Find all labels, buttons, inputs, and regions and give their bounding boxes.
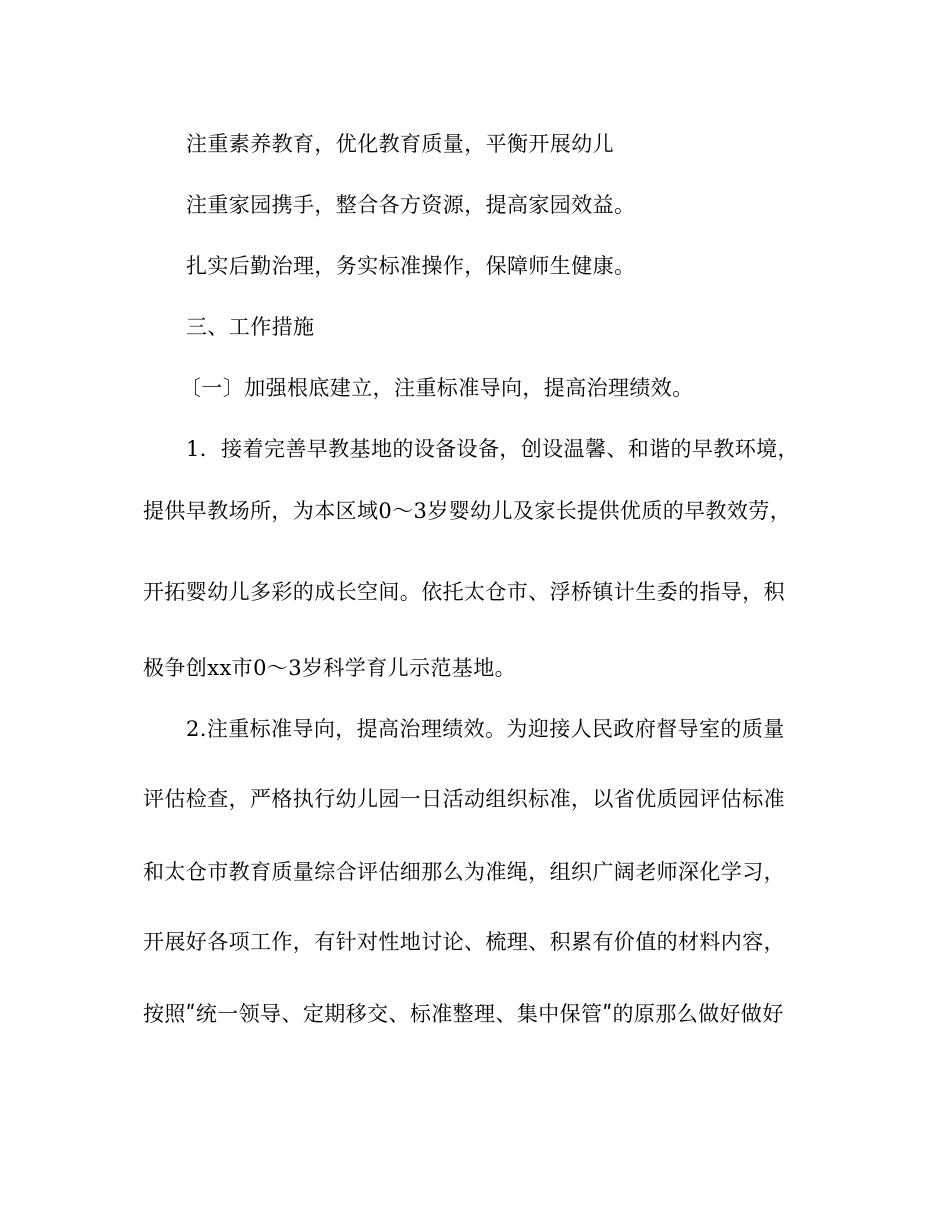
- section-heading: 三、工作措施: [186, 315, 315, 339]
- paragraph-line-8: 开拓婴幼儿多彩的成长空间。依托太仓市、浮桥镇计生委的指导，积: [143, 580, 785, 604]
- paragraph-line-3: 扎实后勤治理，务实标准操作，保障师生健康。: [186, 254, 636, 278]
- paragraph-line-14: 按照ʺ统一领导、定期移交、标准整理、集中保管ʺ的原那么做好做好: [143, 1002, 784, 1026]
- paragraph-line-9: 极争创xx市0～3岁科学育儿示范基地。: [143, 656, 517, 680]
- subsection-heading: 〔一〕加强根底建立，注重标准导向，提高治理绩效。: [180, 376, 694, 400]
- paragraph-line-2: 注重家园携手，整合各方资源，提高家园效益。: [186, 193, 636, 217]
- paragraph-line-1: 注重素养教育，优化教育质量，平衡开展幼儿: [186, 132, 614, 156]
- paragraph-line-7: 提供早教场所，为本区域0～3岁婴幼儿及家长提供优质的早教效劳，: [143, 499, 792, 523]
- paragraph-line-13: 开展好各项工作，有针对性地讨论、梳理、积累有价值的材料内容，: [143, 930, 785, 954]
- paragraph-line-10: 2.注重标准导向，提高治理绩效。为迎接人民政府督导室的质量: [186, 717, 785, 741]
- paragraph-line-6: 1．接着完善早教基地的设备设备，创设温馨、和谐的早教环境，: [186, 437, 799, 461]
- paragraph-line-12: 和太仓市教育质量综合评估细那么为准绳，组织广阔老师深化学习，: [143, 860, 785, 884]
- paragraph-line-11: 评估检查，严格执行幼儿园一日活动组织标准，以省优质园评估标准: [143, 787, 785, 811]
